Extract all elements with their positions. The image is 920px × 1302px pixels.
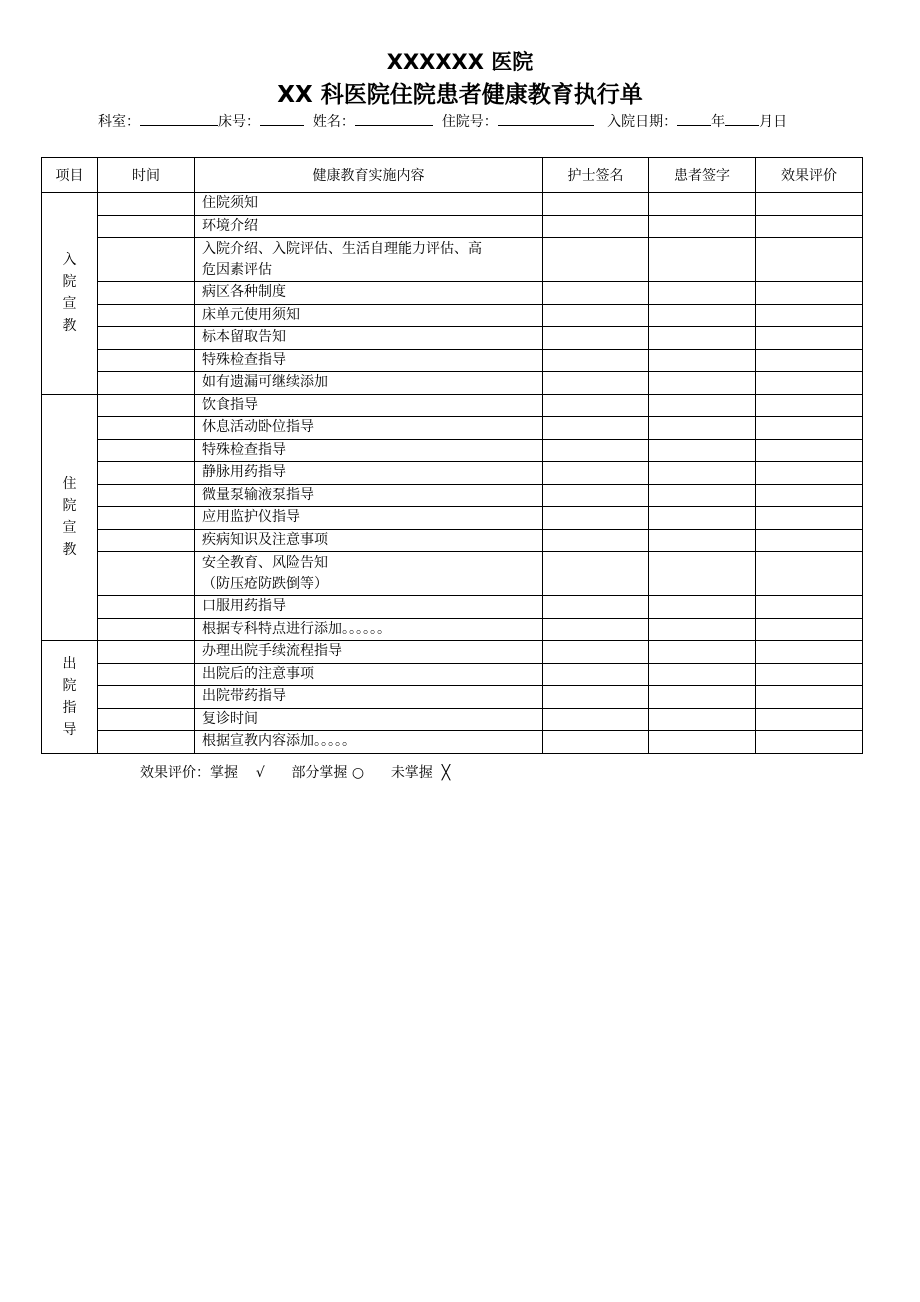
nurse-signature-cell[interactable] [543, 663, 649, 686]
table-row [42, 304, 863, 327]
table-row [42, 394, 863, 417]
education-content-cell: 出院带药指导 [195, 686, 543, 709]
education-content-cell: 饮食指导 [195, 394, 543, 417]
evaluation-cell[interactable] [756, 708, 863, 731]
nurse-signature-cell[interactable] [543, 215, 649, 238]
section-label-char: 院 [62, 677, 77, 694]
patient-signature-cell[interactable] [649, 282, 756, 305]
section-label [42, 193, 98, 395]
legend-not-mastered: 未掌握 [390, 765, 433, 781]
education-content-cell: 出院后的注意事项 [195, 663, 543, 686]
patient-signature-cell[interactable] [649, 618, 756, 641]
time-cell[interactable] [98, 417, 195, 440]
patient-signature-cell[interactable] [649, 462, 756, 485]
nurse-signature-cell[interactable] [543, 484, 649, 507]
evaluation-cell[interactable] [756, 282, 863, 305]
nurse-signature-cell[interactable] [543, 618, 649, 641]
evaluation-cell[interactable] [756, 304, 863, 327]
education-content-cell: 病区各种制度 [195, 282, 543, 305]
patient-signature-cell[interactable] [649, 663, 756, 686]
table-row [42, 462, 863, 485]
time-cell[interactable] [98, 349, 195, 372]
table-body [42, 193, 863, 754]
section-label-char: 宣 [62, 296, 77, 313]
time-cell[interactable] [98, 552, 195, 596]
education-content-cell: 办理出院手续流程指导 [195, 641, 543, 664]
evaluation-cell[interactable] [756, 596, 863, 619]
column-header: 时间 [98, 158, 195, 193]
nurse-signature-cell[interactable] [543, 507, 649, 530]
cross-mark-icon: ╳ [441, 765, 451, 781]
table-row [42, 439, 863, 462]
time-cell[interactable] [98, 327, 195, 350]
nurse-signature-cell[interactable] [543, 372, 649, 395]
education-table [41, 157, 863, 754]
patient-signature-cell[interactable] [649, 215, 756, 238]
evaluation-cell[interactable] [756, 238, 863, 282]
section-label-char: 院 [62, 498, 77, 515]
time-cell[interactable] [98, 641, 195, 664]
education-content-cell [195, 552, 543, 596]
month-field[interactable] [725, 111, 759, 126]
education-content-cell: 特殊检查指导 [195, 439, 543, 462]
nurse-signature-cell[interactable] [543, 394, 649, 417]
evaluation-cell[interactable] [756, 686, 863, 709]
table-row [42, 663, 863, 686]
patient-signature-cell[interactable] [649, 507, 756, 530]
content-line: 入院介绍、入院评估、生活自理能力评估、高 [202, 240, 482, 257]
evaluation-cell[interactable] [756, 327, 863, 350]
evaluation-cell[interactable] [756, 507, 863, 530]
content-line: （防压疮防跌倒等） [202, 575, 328, 592]
table-row [42, 484, 863, 507]
evaluation-cell[interactable] [756, 641, 863, 664]
evaluation-cell[interactable] [756, 394, 863, 417]
circle-mark-icon: ○ [351, 765, 365, 781]
evaluation-cell[interactable] [756, 372, 863, 395]
education-content-cell: 床单元使用须知 [195, 304, 543, 327]
evaluation-cell[interactable] [756, 552, 863, 596]
dept-label: 科室： [98, 114, 140, 130]
evaluation-cell[interactable] [756, 193, 863, 216]
legend-partial: 部分掌握 [291, 765, 348, 781]
column-header: 健康教育实施内容 [195, 158, 543, 193]
section-label [42, 394, 98, 641]
form-title: XX 科医院住院患者健康教育执行单 [277, 82, 643, 108]
education-content-cell: 特殊检查指导 [195, 349, 543, 372]
section-label-char: 指 [62, 699, 77, 716]
time-cell[interactable] [98, 663, 195, 686]
name-label: 姓名： [312, 114, 355, 130]
month-label: 月 [759, 114, 774, 130]
legend-mastered: 掌握 [210, 765, 238, 781]
evaluation-cell[interactable] [756, 462, 863, 485]
table-row [42, 529, 863, 552]
table-row [42, 596, 863, 619]
table-row [42, 686, 863, 709]
content-line: 安全教育、风险告知 [202, 554, 328, 571]
evaluation-cell[interactable] [756, 529, 863, 552]
patient-signature-cell[interactable] [649, 686, 756, 709]
evaluation-cell[interactable] [756, 215, 863, 238]
time-cell[interactable] [98, 193, 195, 216]
nurse-signature-cell[interactable] [543, 304, 649, 327]
bed-label: 床号： [218, 114, 260, 130]
nurse-signature-cell[interactable] [543, 439, 649, 462]
section-label-char: 教 [62, 318, 77, 335]
section-label-char: 院 [62, 274, 77, 291]
section-label-char: 出 [62, 655, 77, 672]
evaluation-cell[interactable] [756, 484, 863, 507]
education-content-cell: 根据宣教内容添加。。。。。 [195, 731, 543, 754]
education-content-cell [195, 238, 543, 282]
nurse-signature-cell[interactable] [543, 417, 649, 440]
time-cell[interactable] [98, 238, 195, 282]
section-label-char: 入 [62, 252, 77, 269]
patient-signature-cell[interactable] [649, 304, 756, 327]
table-row [42, 708, 863, 731]
education-content-cell: 住院须知 [195, 193, 543, 216]
patient-info-line [98, 111, 843, 133]
nurse-signature-cell[interactable] [543, 327, 649, 350]
time-cell[interactable] [98, 618, 195, 641]
evaluation-cell[interactable] [756, 349, 863, 372]
column-header: 项目 [42, 158, 98, 193]
nurse-signature-cell[interactable] [543, 238, 649, 282]
column-header: 护士签名 [543, 158, 649, 193]
legend-label: 效果评价： [140, 765, 210, 781]
check-mark-icon: √ [255, 765, 265, 781]
nurse-signature-cell[interactable] [543, 708, 649, 731]
table-row [42, 327, 863, 350]
patient-signature-cell[interactable] [649, 596, 756, 619]
education-content-cell: 根据专科特点进行添加。。。。。。 [195, 618, 543, 641]
patient-signature-cell[interactable] [649, 731, 756, 754]
dept-field[interactable] [140, 111, 218, 126]
table-header-row [42, 158, 863, 193]
table-row [42, 731, 863, 754]
section-label [42, 641, 98, 754]
patient-signature-cell[interactable] [649, 529, 756, 552]
patient-signature-cell[interactable] [649, 193, 756, 216]
patient-signature-cell[interactable] [649, 484, 756, 507]
table-row [42, 238, 863, 282]
table-row [42, 618, 863, 641]
admission-no-field[interactable] [498, 111, 594, 126]
patient-signature-cell[interactable] [649, 349, 756, 372]
table-row [42, 417, 863, 440]
table-row [42, 507, 863, 530]
section-label-char: 导 [62, 721, 77, 738]
table-row [42, 552, 863, 596]
evaluation-cell[interactable] [756, 439, 863, 462]
column-header: 效果评价 [756, 158, 863, 193]
time-cell[interactable] [98, 731, 195, 754]
education-content-cell: 微量泵输液泵指导 [195, 484, 543, 507]
nurse-signature-cell[interactable] [543, 282, 649, 305]
table-row [42, 641, 863, 664]
education-content-cell: 如有遗漏可继续添加 [195, 372, 543, 395]
education-content-cell: 应用监护仪指导 [195, 507, 543, 530]
education-content-cell: 疾病知识及注意事项 [195, 529, 543, 552]
time-cell[interactable] [98, 304, 195, 327]
patient-signature-cell[interactable] [649, 641, 756, 664]
bed-field[interactable] [260, 111, 304, 126]
time-cell[interactable] [98, 507, 195, 530]
patient-signature-cell[interactable] [649, 372, 756, 395]
time-cell[interactable] [98, 529, 195, 552]
admission-date-label: 入院日期： [607, 114, 678, 130]
time-cell[interactable] [98, 708, 195, 731]
patient-signature-cell[interactable] [649, 708, 756, 731]
year-field[interactable] [677, 111, 711, 126]
nurse-signature-cell[interactable] [543, 731, 649, 754]
nurse-signature-cell[interactable] [543, 529, 649, 552]
evaluation-cell[interactable] [756, 618, 863, 641]
year-label: 年 [711, 114, 726, 130]
time-cell[interactable] [98, 484, 195, 507]
time-cell[interactable] [98, 215, 195, 238]
evaluation-cell[interactable] [756, 663, 863, 686]
time-cell[interactable] [98, 372, 195, 395]
nurse-signature-cell[interactable] [543, 193, 649, 216]
nurse-signature-cell[interactable] [543, 596, 649, 619]
education-content-cell: 标本留取告知 [195, 327, 543, 350]
education-content-cell: 复诊时间 [195, 708, 543, 731]
evaluation-cell[interactable] [756, 417, 863, 440]
table-row [42, 349, 863, 372]
table-row [42, 282, 863, 305]
time-cell[interactable] [98, 596, 195, 619]
table-row [42, 193, 863, 216]
table-row [42, 215, 863, 238]
section-label-char: 宣 [62, 520, 77, 537]
name-field[interactable] [355, 111, 433, 126]
table-row [42, 372, 863, 395]
nurse-signature-cell[interactable] [543, 552, 649, 596]
time-cell[interactable] [98, 686, 195, 709]
time-cell[interactable] [98, 439, 195, 462]
nurse-signature-cell[interactable] [543, 686, 649, 709]
admission-no-label: 住院号： [441, 114, 498, 130]
section-label-char: 住 [62, 476, 77, 493]
education-content-cell: 休息活动卧位指导 [195, 417, 543, 440]
patient-signature-cell[interactable] [649, 417, 756, 440]
day-label: 日 [773, 114, 788, 130]
evaluation-legend [140, 762, 450, 784]
content-line: 危因素评估 [202, 261, 272, 278]
patient-signature-cell[interactable] [649, 439, 756, 462]
nurse-signature-cell[interactable] [543, 641, 649, 664]
education-content-cell: 口服用药指导 [195, 596, 543, 619]
patient-signature-cell[interactable] [649, 552, 756, 596]
patient-signature-cell[interactable] [649, 327, 756, 350]
patient-signature-cell[interactable] [649, 238, 756, 282]
column-header: 患者签字 [649, 158, 756, 193]
nurse-signature-cell[interactable] [543, 349, 649, 372]
hospital-name: XXXXXX 医院 [386, 50, 534, 74]
evaluation-cell[interactable] [756, 731, 863, 754]
patient-signature-cell[interactable] [649, 394, 756, 417]
nurse-signature-cell[interactable] [543, 462, 649, 485]
time-cell[interactable] [98, 462, 195, 485]
time-cell[interactable] [98, 282, 195, 305]
time-cell[interactable] [98, 394, 195, 417]
education-content-cell: 环境介绍 [195, 215, 543, 238]
section-label-char: 教 [62, 542, 77, 559]
education-content-cell: 静脉用药指导 [195, 462, 543, 485]
